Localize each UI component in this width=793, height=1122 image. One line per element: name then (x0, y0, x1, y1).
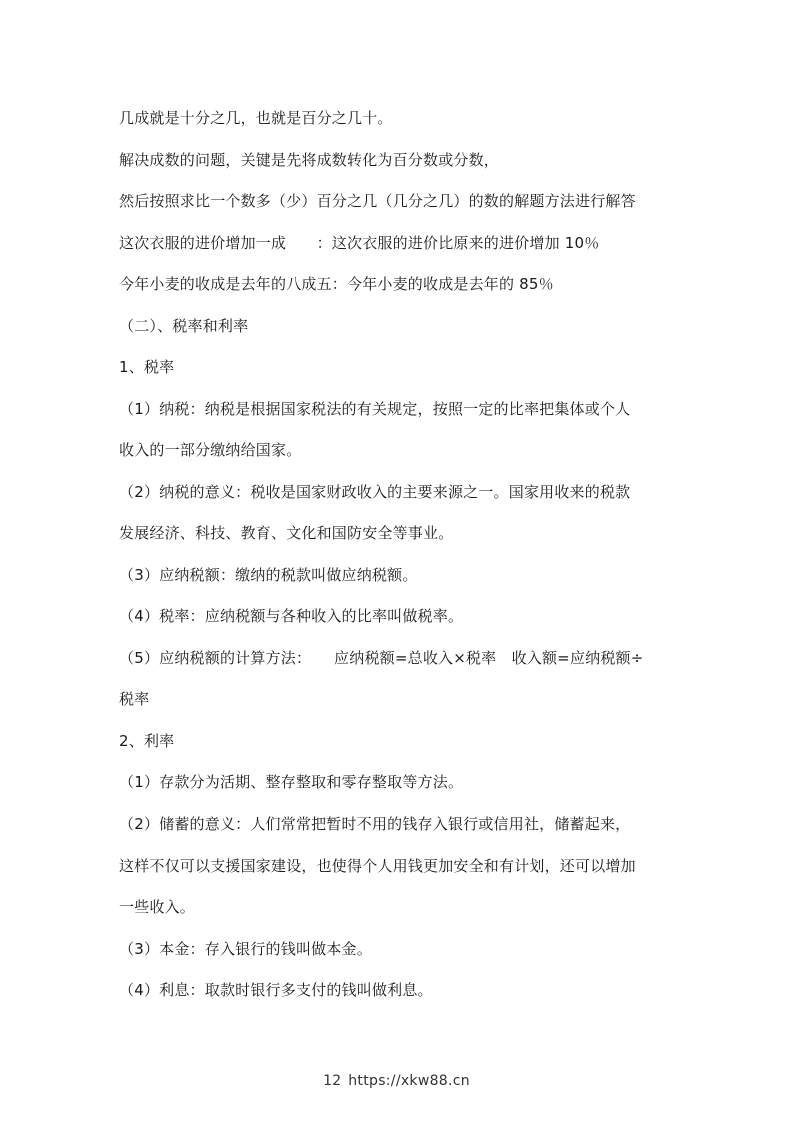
text-line-1: 几成就是十分之几，也就是百分之几十。 (119, 109, 393, 127)
text-line-14: （5）应纳税额的计算方法： 应纳税额=总收入×税率 收入额=应纳税额÷ (119, 649, 644, 667)
text-line-3: 然后按照求比一个数多（少）百分之几（几分之几）的数的解题方法进行解答 (119, 192, 636, 210)
page-number: 12 (323, 1073, 342, 1089)
text-line-22: （4）利息：取款时银行多支付的钱叫做利息。 (119, 981, 433, 999)
text-line-8: （1）纳税：纳税是根据国家税法的有关规定，按照一定的比率把集体或个人 (119, 400, 631, 418)
text-line-17: （1）存款分为活期、整存整取和零存整取等方法。 (119, 773, 464, 791)
subheading-interest-rate: 2、利率 (119, 732, 175, 750)
text-line-19: 这样不仅可以支援国家建设，也使得个人用钱更加安全和有计划，还可以增加 (119, 857, 636, 875)
footer-url-link[interactable]: https://xkw88.cn (348, 1073, 470, 1089)
text-line-2: 解决成数的问题，关键是先将成数转化为百分数或分数， (119, 151, 500, 169)
subheading-tax-rate: 1、税率 (119, 358, 175, 376)
text-line-9: 收入的一部分缴纳给国家。 (119, 441, 302, 459)
text-line-5: 今年小麦的收成是去年的八成五：今年小麦的收成是去年的 85％ (119, 275, 554, 293)
text-line-18: （2）储蓄的意义：人们常常把暂时不用的钱存入银行或信用社，储蓄起来， (119, 815, 631, 833)
text-line-4: 这次衣服的进价增加一成 ：这次衣服的进价比原来的进价增加 10％ (119, 234, 600, 252)
text-line-12: （3）应纳税额：缴纳的税款叫做应纳税额。 (119, 566, 418, 584)
section-heading-tax-interest: （二）、税率和利率 (119, 317, 249, 335)
text-line-20: 一些收入。 (119, 898, 196, 916)
text-line-15: 税率 (119, 690, 150, 708)
text-line-13: （4）税率：应纳税额与各种收入的比率叫做税率。 (119, 607, 464, 625)
text-line-10: （2）纳税的意义：税收是国家财政收入的主要来源之一。国家用收来的税款 (119, 483, 631, 501)
text-line-11: 发展经济、科技、教育、文化和国防安全等事业。 (119, 524, 454, 542)
text-line-21: （3）本金：存入银行的钱叫做本金。 (119, 940, 372, 958)
page-footer (0, 1071, 793, 1091)
